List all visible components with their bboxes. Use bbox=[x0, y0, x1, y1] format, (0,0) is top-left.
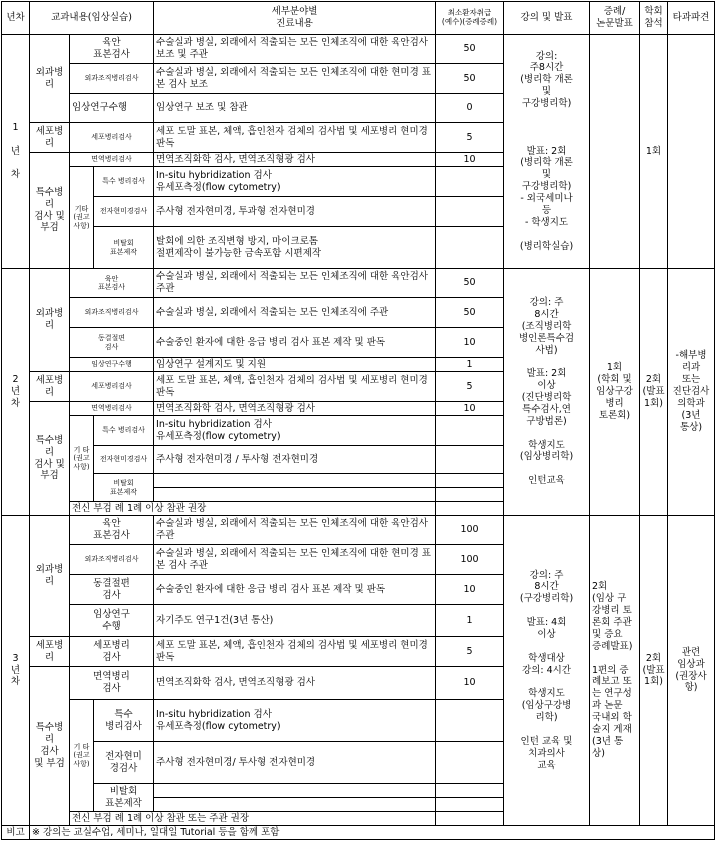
y2-sub: 면역병리검사 bbox=[70, 402, 154, 416]
y1-content: 세포 도말 표본, 체액, 흡인천자 검체의 검사법 및 세포병리 현미경 판독 bbox=[154, 123, 436, 153]
y3-sub: 육안 표본검사 bbox=[70, 516, 154, 545]
y2-other-content bbox=[154, 474, 436, 488]
y2-other-content-blank bbox=[154, 488, 436, 502]
y1-other-content: 탈회에 의한 조직변형 방지, 마이크로톰 절편제작이 불가능한 금속포함 시편제작 bbox=[154, 227, 436, 269]
header-detail-line1: 세부분야별 bbox=[271, 6, 318, 18]
y1-conference: 1회 bbox=[640, 35, 668, 269]
training-curriculum-table bbox=[1, 1, 715, 840]
y2-content: 수술실과 병실, 외래에서 적출되는 모든 인체조직에 대한 육안검사 주관 bbox=[154, 269, 436, 298]
table-row bbox=[2, 35, 715, 64]
y1-sub: 임상연구수행 bbox=[70, 94, 154, 123]
y3-other-content: In-situ hybridization 검사 유세포측정(flow cytometry) bbox=[154, 700, 436, 742]
y2-autopsy-cases bbox=[436, 502, 504, 516]
y2-other-sub: 특수 병리검사 bbox=[94, 416, 154, 446]
y3-content: 수술실과 병실, 외래에서 적출되는 모든 인체조직에 대한 육안검사 주관 bbox=[154, 516, 436, 545]
y3-sub: 세포병리 검사 bbox=[70, 637, 154, 667]
y2-other-cases bbox=[436, 416, 504, 446]
y1-other-label: 기타 (권고사항) bbox=[70, 167, 94, 269]
y3-case-report: 2회 (임상 구 강병리 토 론회 주관 및 증요 증례발표) 1편의 증 례보고 또 는 연구성 과 논문 국내외 학 술지 게재 (3년 통 상) bbox=[590, 516, 640, 826]
y3-other-sub: 전자현미 경검사 bbox=[94, 742, 154, 784]
y3-sub: 임상연구 수행 bbox=[70, 605, 154, 637]
y1-cytology-category: 세포병리 bbox=[30, 123, 70, 153]
y3-cytology-category: 세포병리 bbox=[30, 637, 70, 667]
y3-cases: 10 bbox=[436, 575, 504, 605]
y1-cases: 50 bbox=[436, 64, 504, 94]
y3-autopsy: 전신 부검 례 1례 이상 참관 또는 주관 권장 bbox=[70, 812, 436, 826]
year-3-label: 3 년 차 bbox=[2, 516, 30, 826]
y3-other-content-blank bbox=[154, 798, 436, 812]
y1-other-cases bbox=[436, 167, 504, 197]
table-row bbox=[2, 516, 715, 545]
y1-sub: 세포병리검사 bbox=[70, 123, 154, 153]
header-min-cases-line2: (예수)(증례증례) bbox=[441, 17, 498, 26]
y2-cases: 50 bbox=[436, 269, 504, 298]
y2-other-cases bbox=[436, 446, 504, 474]
y2-sub: 외과조직병리검사 bbox=[70, 298, 154, 328]
y2-cases: 10 bbox=[436, 328, 504, 358]
y2-cytology-category: 세포병리 bbox=[30, 372, 70, 402]
y1-other-sub: 비탈회 표본제작 bbox=[94, 227, 154, 269]
y3-content: 면역조직화학 검사, 면역조직형광 검사 bbox=[154, 667, 436, 700]
header-conference bbox=[640, 2, 668, 35]
y1-dispatch bbox=[668, 35, 715, 269]
y2-other-content: 주사형 전자현미경 / 투사형 전자현미경 bbox=[154, 446, 436, 474]
y3-lecture: 강의: 주 8시간 (구강병리학) 발표: 4회 이상 학생대상 강의: 4시간 학생지도 (임상구강병 리학) 인턴 교육 및 치과의사 교육 bbox=[504, 516, 590, 826]
y3-other-cases bbox=[436, 784, 504, 798]
header-conference-line1: 학회 bbox=[644, 6, 663, 18]
y1-other-content: In-situ hybridization 검사 유세포측정(flow cytometry) bbox=[154, 167, 436, 197]
y2-cases: 10 bbox=[436, 402, 504, 416]
y2-surgical-category: 외과병리 bbox=[30, 269, 70, 372]
y3-other-sub: 특수 병리검사 bbox=[94, 700, 154, 742]
y3-other-cases bbox=[436, 700, 504, 742]
y2-content: 임상연구 설계지도 및 지원 bbox=[154, 358, 436, 372]
y3-cases: 1 bbox=[436, 605, 504, 637]
y3-other-label: 기 타 (권고사항) bbox=[70, 700, 94, 812]
y3-other-cases bbox=[436, 742, 504, 784]
y2-cases: 1 bbox=[436, 358, 504, 372]
y2-case-report: 1회 (학회 및 임상구강 병리 토론회) bbox=[590, 269, 640, 516]
y2-other-sub: 비탈회 표본제작 bbox=[94, 474, 154, 502]
y2-cases: 50 bbox=[436, 298, 504, 328]
y1-cases: 0 bbox=[436, 94, 504, 123]
y1-other-sub: 특수 병리검사 bbox=[94, 167, 154, 197]
y3-other-cases-blank bbox=[436, 798, 504, 812]
y2-autopsy: 전신 부검 례 1례 이상 참관 권장 bbox=[70, 502, 436, 516]
header-case-report bbox=[590, 2, 640, 35]
y2-dispatch: -해부병 리과 또는 진단검사 의학과 (3년 통상) bbox=[668, 269, 715, 516]
y1-cases: 5 bbox=[436, 123, 504, 153]
y2-sub: 동결절편 검사 bbox=[70, 328, 154, 358]
y2-sub: 세포병리검사 bbox=[70, 372, 154, 402]
header-year: 년차 bbox=[2, 2, 30, 35]
y3-content: 수술중인 환자에 대한 응급 병리 검사 표본 제작 및 판독 bbox=[154, 575, 436, 605]
y1-special-category: 특수병리 검사 및 부검 bbox=[30, 153, 70, 269]
y3-other-content: 주사형 전자현미경/ 투사형 전자현미경 bbox=[154, 742, 436, 784]
header-content-label: 교과내용(임상실습) bbox=[51, 12, 132, 24]
y3-cases: 5 bbox=[436, 637, 504, 667]
header-dispatch: 타과파견 bbox=[668, 2, 715, 35]
y2-lecture: 강의: 주 8시간 (조직병리학 병인론특수검 사법) 발표: 2회 이상 (진단병리학 특수검사,연 구방법론) 학생지도 (임상병리학) 인턴교육 bbox=[504, 269, 590, 516]
y3-content: 자기주도 연구1건(3년 통산) bbox=[154, 605, 436, 637]
footer-row bbox=[2, 826, 715, 840]
y2-other-sub: 전자현미경검사 bbox=[94, 446, 154, 474]
y3-sub: 면역병리 검사 bbox=[70, 667, 154, 700]
footer-note: ※ 강의는 교실수업, 세미나, 일대일 Tutorial 등을 함께 포함 bbox=[30, 826, 715, 840]
y1-other-content: 주사형 전자현미경, 투과형 전자현미경 bbox=[154, 197, 436, 227]
y1-content: 수술실과 병실, 외래에서 적출되는 모든 인체조직에 대한 현미경 표본 검사 보조 bbox=[154, 64, 436, 94]
header-detail-line2: 진료내용 bbox=[276, 18, 313, 29]
y2-special-category: 특수병리 검사 및 부검 bbox=[30, 402, 70, 516]
y1-other-sub: 전자현미경검사 bbox=[94, 197, 154, 227]
y2-other-cases-blank bbox=[436, 488, 504, 502]
y3-content: 수술실과 병실, 외래에서 적출되는 모든 인체조직에 대한 현미경 표본 검사 주관 bbox=[154, 545, 436, 575]
y3-sub: 동결절편 검사 bbox=[70, 575, 154, 605]
y3-other-sub: 비탈회 표본제작 bbox=[94, 784, 154, 812]
year-2-label: 2 년 차 bbox=[2, 269, 30, 516]
y2-content: 수술실과 병실, 외래에서 적출되는 모든 인체조직에 주관 bbox=[154, 298, 436, 328]
y3-cases: 100 bbox=[436, 545, 504, 575]
header-case-report-line2: 논문발표 bbox=[596, 18, 633, 29]
y3-special-category: 특수병리 검사 및 부검 bbox=[30, 667, 70, 826]
header-min-cases-line1: 최소환자취급 bbox=[447, 8, 492, 18]
y1-other-cases bbox=[436, 197, 504, 227]
header-case-report-line1: 증례/ bbox=[603, 6, 626, 18]
y1-cases: 50 bbox=[436, 35, 504, 64]
year-1-label: 1 년 차 bbox=[2, 35, 30, 269]
y3-autopsy-cases bbox=[436, 812, 504, 826]
y3-sub: 외과조직병리검사 bbox=[70, 545, 154, 575]
y2-sub: 육안 표본검사 bbox=[70, 269, 154, 298]
y1-sub: 면역병리검사 bbox=[70, 153, 154, 167]
footer-label: 비고 bbox=[2, 826, 30, 840]
y3-cases: 10 bbox=[436, 667, 504, 700]
header-content bbox=[30, 2, 154, 35]
y1-lecture: 강의: 주8시간 (병리학 개론 및 구강병리학) 발표: 2회 (병리학 개론 및 구강병리학) - 외국세미나 등 - 학생지도 (병리학실습) bbox=[504, 35, 590, 269]
y1-content: 수술실과 병실, 외래에서 적출되는 모든 인체조직에 대한 육안검사 보조 및 주관 bbox=[154, 35, 436, 64]
y2-other-content: In-situ hybridization 검사 유세포측정(flow cytometry) bbox=[154, 416, 436, 446]
y1-sub: 육안 표본검사 bbox=[70, 35, 154, 64]
y1-other-cases bbox=[436, 227, 504, 269]
header-lecture: 강의 및 발표 bbox=[504, 2, 590, 35]
y3-content: 세포 도말 표본, 체액, 흡인천자 검체의 검사법 및 세포병리 현미경 판독 bbox=[154, 637, 436, 667]
y3-dispatch: 관련 임상과 (권장사 항) bbox=[668, 516, 715, 826]
header-detail bbox=[154, 2, 436, 35]
y1-surgical-category: 외과병리 bbox=[30, 35, 70, 123]
y1-case-report bbox=[590, 35, 640, 269]
header-row bbox=[2, 2, 715, 35]
y2-content: 세포 도말 표본, 체액, 흡인천자 검체의 검사법 및 세포병리 현미경 판독 bbox=[154, 372, 436, 402]
y2-sub: 임상연구수행 bbox=[70, 358, 154, 372]
y2-conference: 2회 (발표 1회) bbox=[640, 269, 668, 516]
header-conference-line2: 참석 bbox=[644, 18, 663, 29]
y2-content: 수술중인 환자에 대한 응급 병리 검사 표본 제작 및 판독 bbox=[154, 328, 436, 358]
y1-content: 면역조직화학 검사, 면역조직형광 검사 bbox=[154, 153, 436, 167]
y2-content: 면역조직화학 검사, 면역조직형광 검사 bbox=[154, 402, 436, 416]
y3-other-content bbox=[154, 784, 436, 798]
y2-other-label: 기 타 (권고사항) bbox=[70, 416, 94, 502]
y1-cases: 10 bbox=[436, 153, 504, 167]
y1-sub: 외과조직병리검사 bbox=[70, 64, 154, 94]
y2-other-cases bbox=[436, 474, 504, 488]
y3-conference: 2회 (발표 1회) bbox=[640, 516, 668, 826]
y3-surgical-category: 외과병리 bbox=[30, 516, 70, 637]
y1-content: 임상연구 보조 및 참관 bbox=[154, 94, 436, 123]
header-min-cases bbox=[436, 2, 504, 35]
table-row bbox=[2, 269, 715, 298]
y3-cases: 100 bbox=[436, 516, 504, 545]
y2-cases: 5 bbox=[436, 372, 504, 402]
